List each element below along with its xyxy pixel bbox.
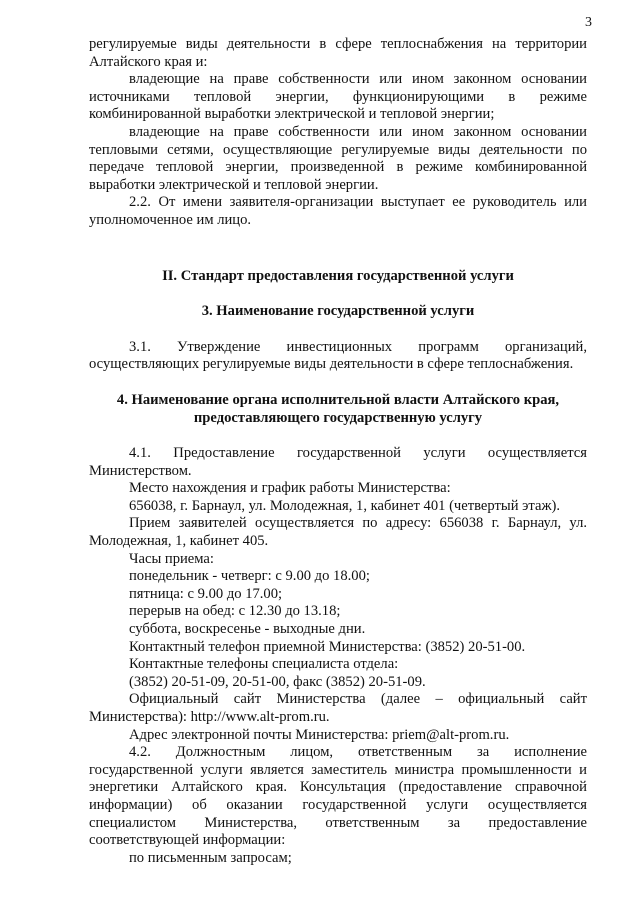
paragraph: (3852) 20-51-09, 20-51-00, факс (3852) 20-51-09.	[129, 673, 426, 690]
paragraph: пятница: с 9.00 до 17.00;	[129, 585, 283, 602]
section-heading	[89, 392, 587, 427]
section-heading-line: 4. Наименование органа исполнительной власти Алтайского края,	[116, 391, 560, 408]
section-heading-line: предоставляющего государственную услугу	[193, 409, 483, 426]
paragraph: Официальный сайт Министерства (далее – официальный сайт Министерства): http://www.alt-prom.ru.	[89, 691, 587, 725]
paragraph: 4.2. Должностным лицом, ответственным за исполнение государственной услуги является заместитель министра промышленности и энергетики Алтайского края. Консультация (предоставление справочной информации) об оказании государственной услуги осуществляется специалистом Министерства, ответственным за предоставление соответствующей информации:	[89, 744, 587, 849]
paragraph: по письменным запросам;	[129, 849, 292, 866]
paragraph: Часы приема:	[129, 550, 214, 567]
section-heading: 3. Наименование государственной услуги	[201, 303, 475, 320]
paragraph: понедельник - четверг: с 9.00 до 18.00;	[129, 568, 370, 585]
paragraph: Место нахождения и график работы Министерства:	[129, 480, 451, 497]
paragraph: 3.1. Утверждение инвестиционных программ организаций, осуществляющих регулируемые виды деятельности в сфере теплоснабжения.	[89, 338, 587, 373]
page-number: 3	[585, 15, 592, 30]
paragraph: 656038, г. Барнаул, ул. Молодежная, 1, кабинет 401 (четвертый этаж).	[129, 497, 561, 514]
section-heading: II. Стандарт предоставления государственной услуги	[162, 267, 514, 284]
paragraph: регулируемые виды деятельности в сфере теплоснабжения на территории Алтайского края и:	[89, 36, 587, 70]
paragraph: владеющие на праве собственности или ином законном основании тепловыми сетями, осуществляющие регулируемые виды деятельности по передаче тепловой энергии, произведенной в режиме комбинированной выработки электрической и тепловой энергии.	[89, 123, 587, 193]
paragraph: 2.2. От имени заявителя-организации выступает ее руководитель или уполномоченное им лицо.	[89, 194, 587, 228]
paragraph: Контактный телефон приемной Министерства: (3852) 20-51-00.	[129, 638, 526, 655]
paragraph: перерыв на обед: с 12.30 до 13.18;	[129, 603, 341, 620]
paragraph: Контактные телефоны специалиста отдела:	[129, 656, 399, 673]
paragraph: суббота, воскресенье - выходные дни.	[129, 621, 366, 638]
paragraph: Адрес электронной почты Министерства: priem@alt-prom.ru.	[129, 726, 510, 743]
paragraph: Прием заявителей осуществляется по адресу: 656038 г. Барнаул, ул. Молодежная, 1, кабинет 405.	[89, 515, 587, 550]
paragraph: 4.1. Предоставление государственной услуги осуществляется Министерством.	[89, 445, 587, 479]
paragraph: владеющие на праве собственности или ином законном основании источниками тепловой энергии, функционирующими в режиме комбинированной выработки электрической и тепловой энергии;	[89, 71, 587, 123]
document-body	[89, 36, 587, 867]
